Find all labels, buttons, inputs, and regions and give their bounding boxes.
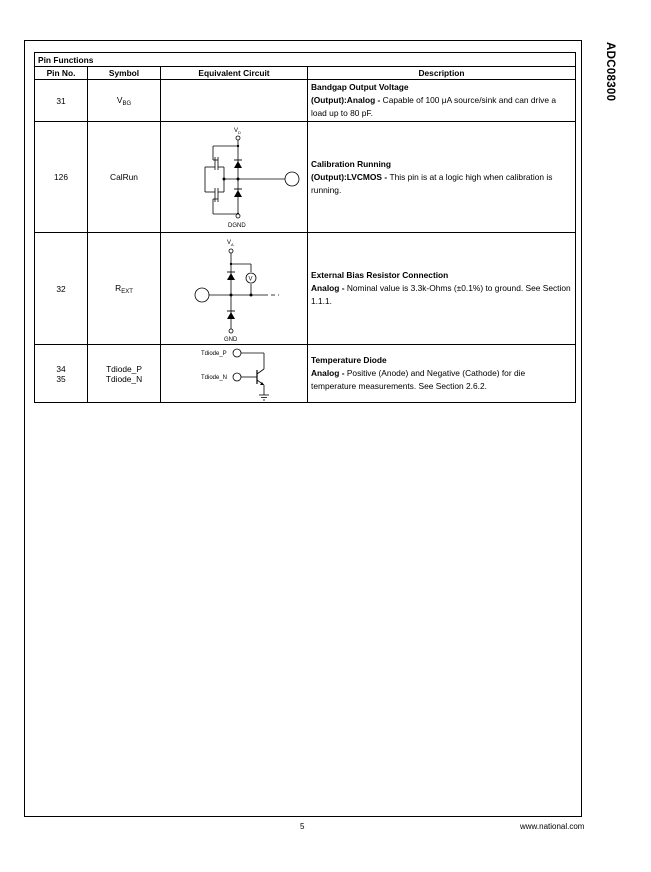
table-row: [35, 345, 576, 403]
pin-number: 126: [35, 122, 88, 233]
dgnd-label: DGND: [228, 223, 246, 229]
tdiode-n-label: Tdiode_N: [201, 375, 228, 381]
header-description: Description: [308, 67, 576, 80]
description-title: Calibration Running: [311, 158, 392, 169]
page-number: 5: [300, 822, 305, 831]
vd-label: $V_D$: [234, 128, 241, 135]
va-label: $V_A$: [227, 239, 234, 247]
tdiode-circuit-diagram: [161, 345, 308, 402]
pin-description: External Bias Resistor Connection Analog - Nominal value is 3.3k-Ohms (±0.1%) to ground. See Section 1.1.1.: [308, 233, 576, 345]
pin-number: 31: [35, 80, 88, 122]
pin-symbol: Tdiode_P Tdiode_N: [88, 345, 161, 403]
pin-symbol: CalRun: [88, 122, 161, 233]
description-title: Temperature Diode: [311, 355, 387, 365]
equivalent-circuit: [161, 122, 308, 233]
table-row: [35, 80, 576, 122]
calrun-circuit-diagram: [161, 122, 308, 232]
gnd-label: GND: [224, 336, 238, 343]
equivalent-circuit: [161, 233, 308, 345]
table-caption: Pin Functions: [35, 53, 576, 67]
pin-number: 32: [35, 233, 88, 345]
svg-text:V: V: [248, 276, 253, 282]
description-title: External Bias Resistor Connection: [311, 270, 449, 280]
equivalent-circuit: [161, 345, 308, 403]
side-title: ADC08300: [604, 42, 616, 102]
tdiode-p-label: Tdiode_P: [201, 351, 227, 357]
pin-functions-table: [34, 52, 576, 403]
pin-symbol: $R_{EXT}$: [88, 233, 161, 345]
header-equivalent-circuit: Equivalent Circuit: [161, 67, 308, 80]
pin-description: Calibration Running (Output):LVCMOS - This pin is at a logic high when calibration is running.: [308, 122, 576, 233]
footer-site: www.national.com: [520, 822, 585, 831]
equivalent-circuit-empty: [161, 80, 308, 122]
table-row: [35, 233, 576, 345]
rext-circuit-diagram: [161, 234, 308, 344]
table-row: [35, 122, 576, 233]
description-title: Bandgap Output Voltage: [311, 82, 409, 92]
pin-description: Bandgap Output Voltage (Output):Analog - Capable of 100 μA source/sink and can drive a load up to 80 pF.: [308, 80, 576, 122]
header-symbol: Symbol: [88, 67, 161, 80]
pin-symbol: $V_{BG}$: [88, 80, 161, 122]
header-pin-no: Pin No.: [35, 67, 88, 80]
pin-description: Temperature Diode Analog - Positive (Anode) and Negative (Cathode) for die temperature measurements. See Section 2.6.2.: [308, 345, 576, 403]
pin-number: 34 35: [35, 345, 88, 403]
